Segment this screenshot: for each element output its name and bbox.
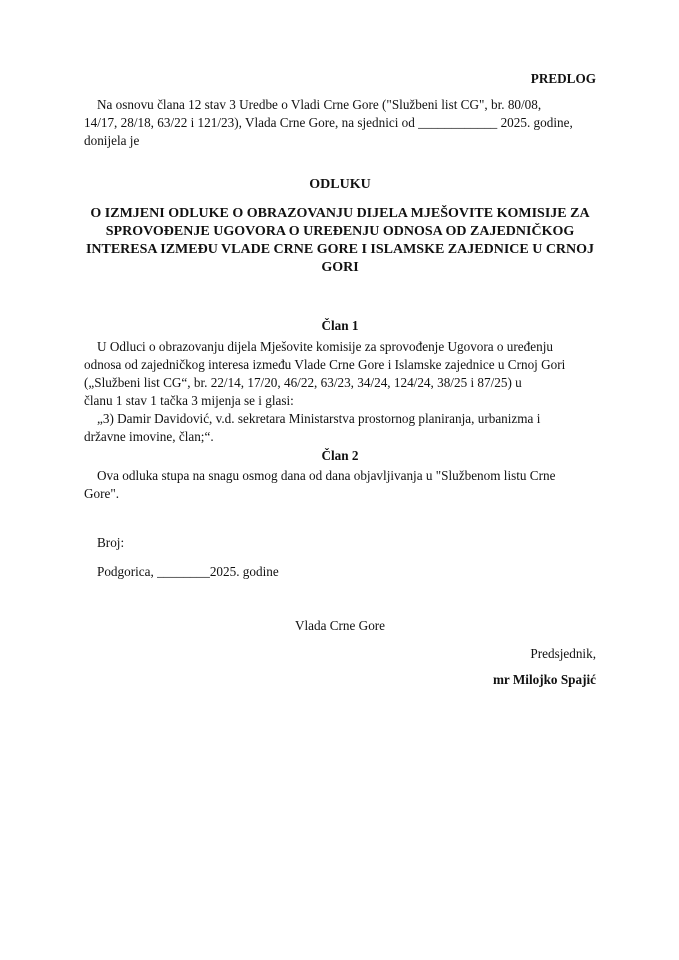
article-1-line: U Odluci o obrazovanju dijela Mješovite komisije za sprovođenje Ugovora o uređenju xyxy=(97,339,553,354)
intro-paragraph xyxy=(84,96,596,150)
article-2-line: Gore". xyxy=(84,486,120,501)
intro-line: Na osnovu člana 12 stav 3 Uredbe o Vladi Crne Gore ("Službeni list CG", br. 80/08, xyxy=(97,97,542,112)
article-2-line: Ova odluka stupa na snagu osmog dana od dana objavljivanja u "Službenom listu Crne xyxy=(97,468,556,483)
article-1-heading: Član 1 xyxy=(321,318,359,333)
article-1-quote-line: državne imovine, član;“. xyxy=(84,429,214,444)
intro-line: 14/17, 28/18, 63/22 i 121/23), Vlada Crne Gore, na sjednici od ____________ 2025. godine, xyxy=(84,115,573,130)
subtitle-line: INTERESA IZMEĐU VLADE CRNE GORE I ISLAMSKE ZAJEDNICE U CRNOJ xyxy=(85,242,595,257)
article-1-body xyxy=(84,338,596,446)
article-1-line: („Službeni list CG“, br. 22/14, 17/20, 46/22, 63/23, 34/24, 124/24, 38/25 i 87/25) u xyxy=(84,375,522,390)
broj-label: Broj: xyxy=(97,535,125,550)
subtitle-line: SPROVOĐENJE UGOVORA O UREĐENJU ODNOSA OD ZAJEDNIČKOG xyxy=(105,224,575,239)
document-title: ODLUKU xyxy=(309,177,371,192)
article-1-line: odnosa od zajedničkog interesa između Vlade Crne Gore i Islamske zajednice u Crnoj Gori xyxy=(84,357,566,372)
document-subtitle xyxy=(80,205,600,277)
president-name: mr Milojko Spajić xyxy=(492,672,596,687)
intro-line: donijela je xyxy=(84,133,140,148)
subtitle-line: GORI xyxy=(321,260,359,275)
article-2-body xyxy=(84,467,596,503)
president-title: Predsjednik, xyxy=(530,646,596,661)
place-date: Podgorica, ________2025. godine xyxy=(97,564,279,579)
government-name: Vlada Crne Gore xyxy=(294,618,386,633)
subtitle-line: O IZMJENI ODLUKE O OBRAZOVANJU DIJELA MJEŠOVITE KOMISIJE ZA xyxy=(90,206,590,221)
predlog-label: PREDLOG xyxy=(530,71,596,86)
article-1-line: članu 1 stav 1 tačka 3 mijenja se i glasi: xyxy=(84,393,294,408)
article-1-quote-line: „3) Damir Davidović, v.d. sekretara Ministarstva prostornog planiranja, urbanizma i xyxy=(97,411,541,426)
article-2-heading: Član 2 xyxy=(321,448,359,463)
